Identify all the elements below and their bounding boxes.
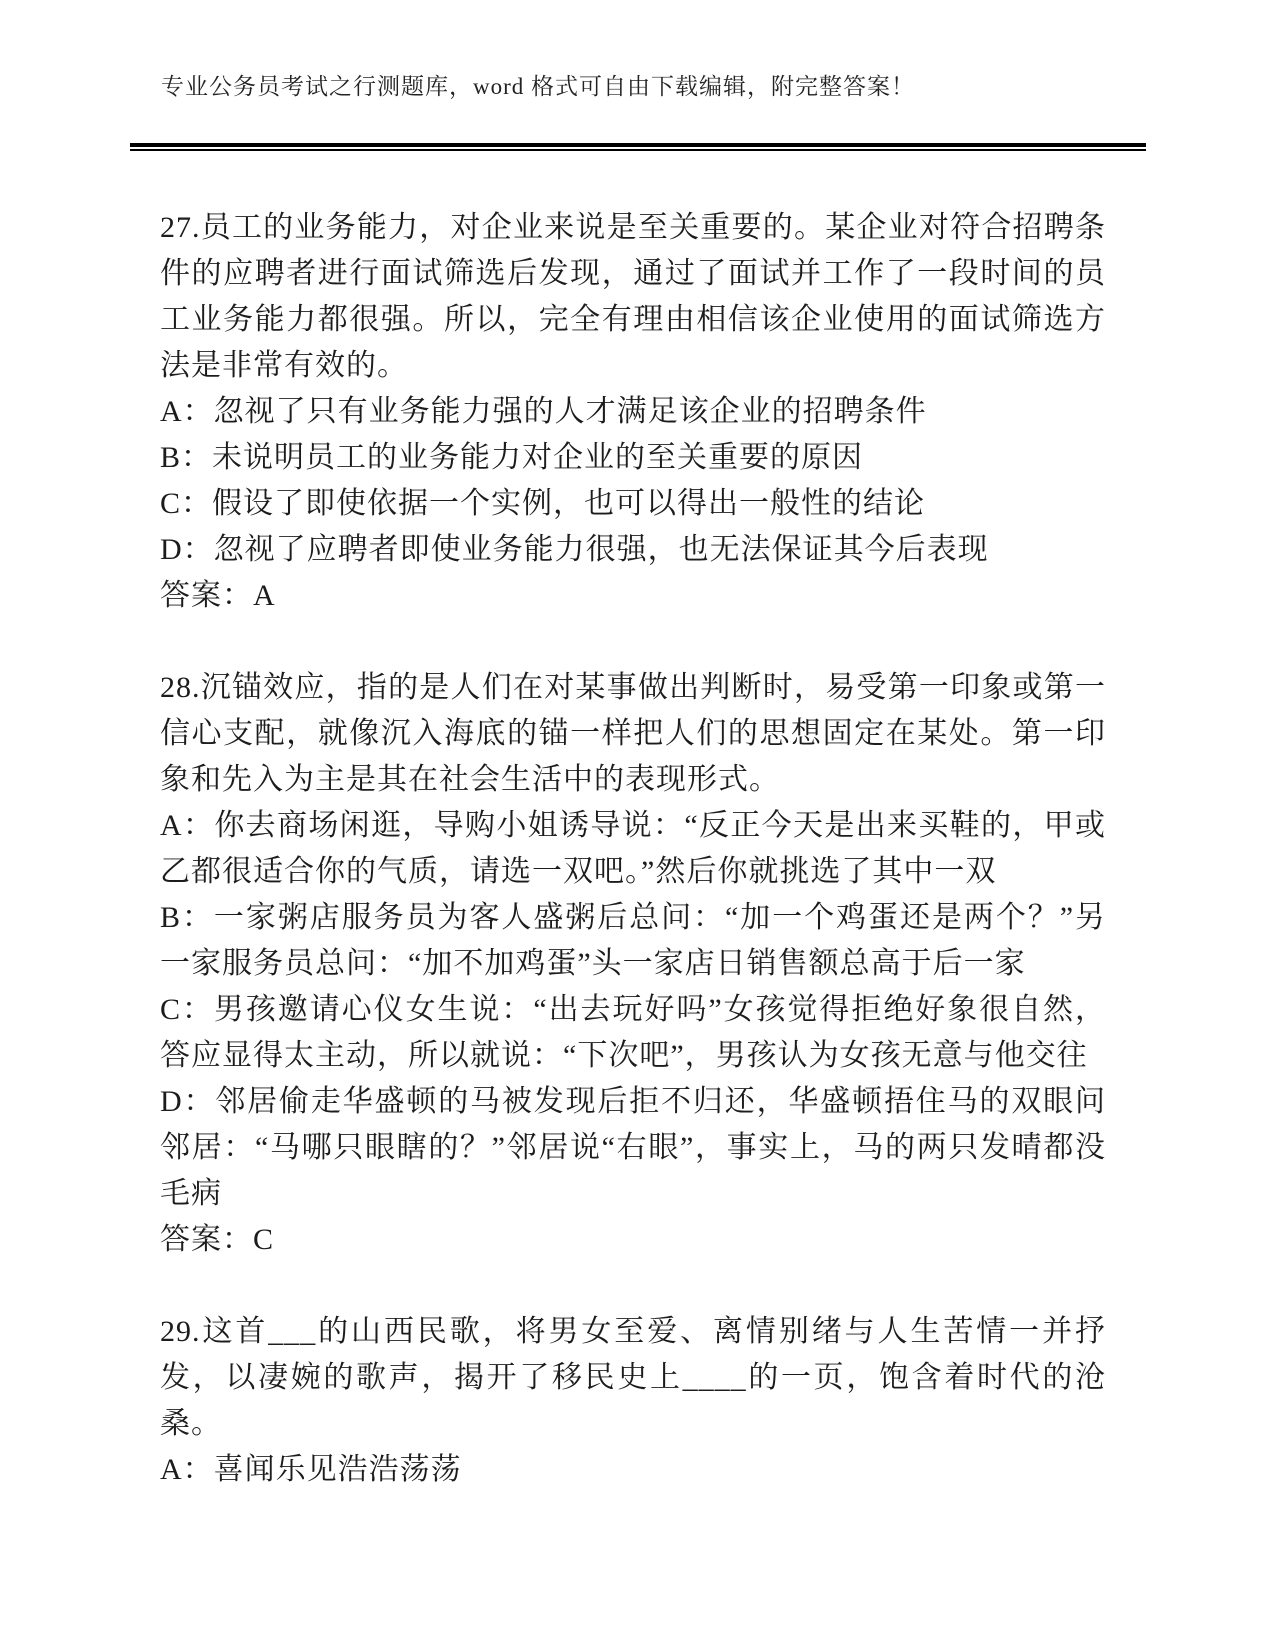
question-28-answer [160,1217,1106,1263]
question-29-stem: 29.这首___的山西民歌，将男女至爱、离情别绪与人生苦情一并抒发，以凄婉的歌声，揭开了移民史上____的一页，饱含着时代的沧桑。 [160,1315,1106,1440]
page-header [161,72,1121,102]
option-text: 忽视了只有业务能力强的人才满足该企业的招聘条件 [213,395,927,428]
option-text: 假设了即使依据一个实例，也可以得出一般性的结论 [212,487,926,520]
answer-label: 答案： [160,1223,253,1256]
option-text: 未说明员工的业务能力对企业的至关重要的原因 [212,441,864,474]
option-label: A： [160,1453,214,1486]
question-27-option-d [160,527,1106,573]
question-29-option-a [160,1447,1106,1493]
question-28-stem: 28.沉锚效应，指的是人们在对某事做出判断时，易受第一印象或第一信心支配，就像沉入海底的锚一样把人们的思想固定在某处。第一印象和先入为主是其在社会生活中的表现形式。 [160,671,1106,796]
answer-value: C [253,1223,275,1256]
question-28 [160,665,1106,1263]
document-body [160,205,1106,1493]
option-text: 邻居偷走华盛顿的马被发现后拒不归还，华盛顿捂住马的双眼问邻居：“马哪只眼瞎的？”邻居说“右眼”，事实上，马的两只发晴都没毛病 [160,1085,1106,1210]
answer-label: 答案： [160,579,253,612]
question-28-option-b [160,895,1106,987]
option-label: D： [160,533,214,566]
question-27-option-b [160,435,1106,481]
question-27 [160,205,1106,619]
option-label: B： [160,901,214,934]
question-28-option-d [160,1079,1106,1217]
answer-value: A [253,579,276,612]
option-text: 一家粥店服务员为客人盛粥后总问：“加一个鸡蛋还是两个？”另一家服务员总问：“加不加鸡蛋”头一家店日销售额总高于后一家 [160,901,1106,980]
question-28-option-a [160,803,1106,895]
question-27-stem: 27.员工的业务能力，对企业来说是至关重要的。某企业对符合招聘条件的应聘者进行面试筛选后发现，通过了面试并工作了一段时间的员工业务能力都很强。所以，完全有理由相信该企业使用的面试筛选方法是非常有效的。 [160,211,1106,382]
option-label: C： [160,487,213,520]
option-text: 忽视了应聘者即使业务能力很强，也无法保证其今后表现 [213,533,989,566]
question-27-option-c [160,481,1106,527]
header-divider-line [130,143,1146,151]
option-label: C： [160,993,214,1026]
option-label: B： [160,441,213,474]
question-27-option-a [160,389,1106,435]
question-28-option-c [160,987,1106,1079]
option-label: D： [160,1085,216,1118]
question-29 [160,1309,1106,1493]
option-text: 你去商场闲逛，导购小姐诱导说：“反正今天是出来买鞋的，甲或乙都很适合你的气质，请选一双吧。”然后你就挑选了其中一双 [160,809,1106,888]
header-text: 专业公务员考试之行测题库，word 格式可自由下载编辑，附完整答案！ [161,74,916,99]
option-label: A： [160,395,214,428]
question-27-answer [160,573,1106,619]
option-label: A： [160,809,215,842]
option-text: 喜闻乐见浩浩荡荡 [213,1453,462,1486]
option-text: 男孩邀请心仪女生说：“出去玩好吗”女孩觉得拒绝好象很自然，答应显得太主动，所以就说：“下次吧”，男孩认为女孩无意与他交往 [160,993,1106,1072]
